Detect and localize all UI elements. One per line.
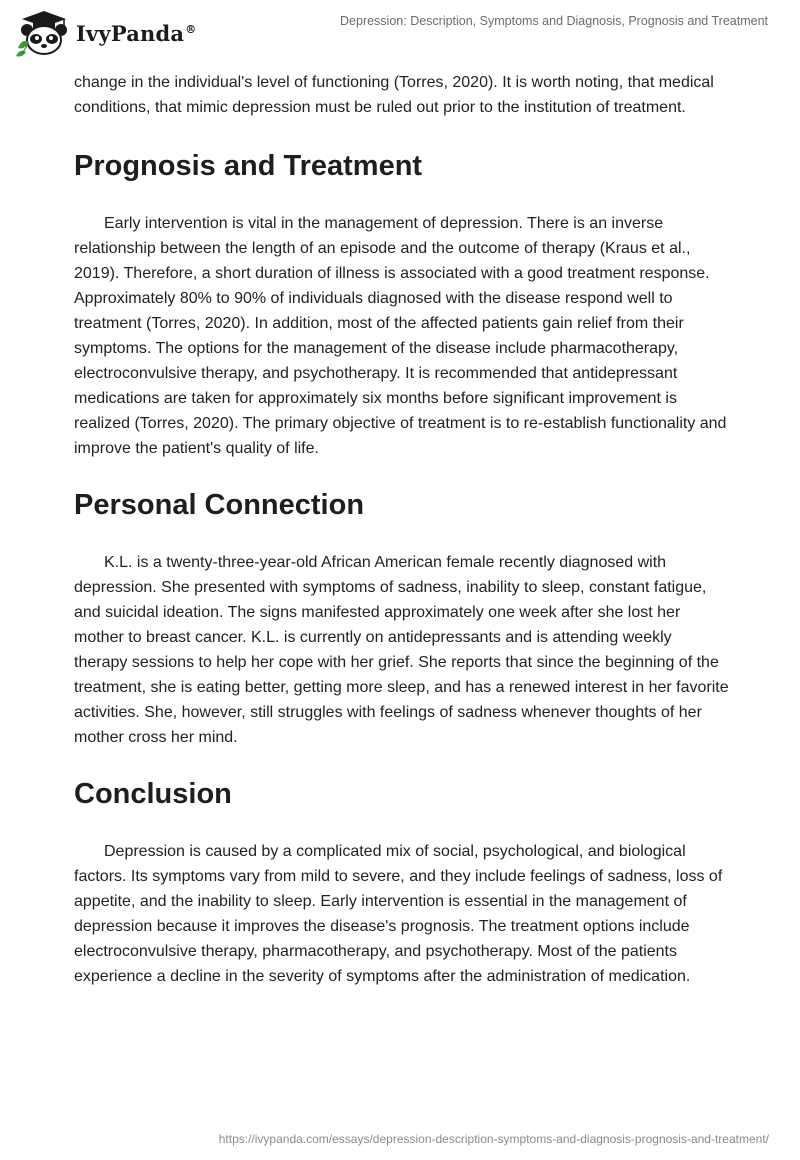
- heading-conclusion: Conclusion: [74, 778, 232, 810]
- page-header: [0, 0, 800, 70]
- brand-name: IvyPanda®: [76, 20, 197, 46]
- heading-prognosis-and-treatment: Prognosis and Treatment: [74, 150, 423, 182]
- paragraph-prognosis-and-treatment: Early intervention is vital in the management of depression. There is an inverse relationship between the length of an episode and the outcome of therapy (Kraus et al., 2019). Therefore, a short duration of illness is associated with a good treatment response. Approximately 80% to 90% of individuals diagnosed with the disease respond well to treatment (Torres, 2020). In addition, most of the affected patients gain relief from their symptoms. The options for the management of the disease include pharmacotherapy, electroconvulsive therapy, and psychotherapy. It is recommended that antidepressant medications are taken for approximately six months before significant improvement is realized (Torres, 2020). The primary objective of treatment is to re-establish functionality and improve the patient's quality of life.: [74, 215, 727, 457]
- registered-mark: ®: [185, 22, 197, 36]
- footer-source-url[interactable]: https://ivypanda.com/essays/depression-description-symptoms-and-diagnosis-prognosis-and-treatment/: [218, 1132, 769, 1146]
- heading-personal-connection: Personal Connection: [74, 489, 365, 521]
- essay-body: [74, 70, 729, 989]
- paragraph-personal-connection: K.L. is a twenty-three-year-old African American female recently diagnosed with depression. She presented with symptoms of sadness, inability to sleep, constant fatigue, and suicidal ideation. The signs manifested approximately one week after she lost her mother to breast cancer. K.L. is currently on antidepressants and is attending weekly therapy sessions to help her cope with her grief. She reports that since the beginning of the treatment, she is eating better, getting more sleep, and has a renewed interest in her favorite activities. She, however, still struggles with feelings of sadness whenever thoughts of her mother cross her mind.: [74, 554, 729, 746]
- ivypanda-logo[interactable]: [14, 8, 196, 58]
- panda-graduate-icon: [14, 8, 72, 58]
- intro-continuation-paragraph: change in the individual's level of functioning (Torres, 2020). It is worth noting, that medical conditions, that mimic depression must be ruled out prior to the institution of treatment.: [74, 74, 714, 116]
- paragraph-conclusion: Depression is caused by a complicated mix of social, psychological, and biological factors. Its symptoms vary from mild to severe, and they include feelings of sadness, loss of appetite, and the inability to sleep. Early intervention is essential in the management of depression because it improves the disease's prognosis. The treatment options include electroconvulsive therapy, pharmacotherapy, and psychotherapy. Most of the patients experience a decline in the severity of symptoms after the administration of medication.: [74, 843, 723, 985]
- document-title: Depression: Description, Symptoms and Diagnosis, Prognosis and Treatment: [340, 14, 768, 28]
